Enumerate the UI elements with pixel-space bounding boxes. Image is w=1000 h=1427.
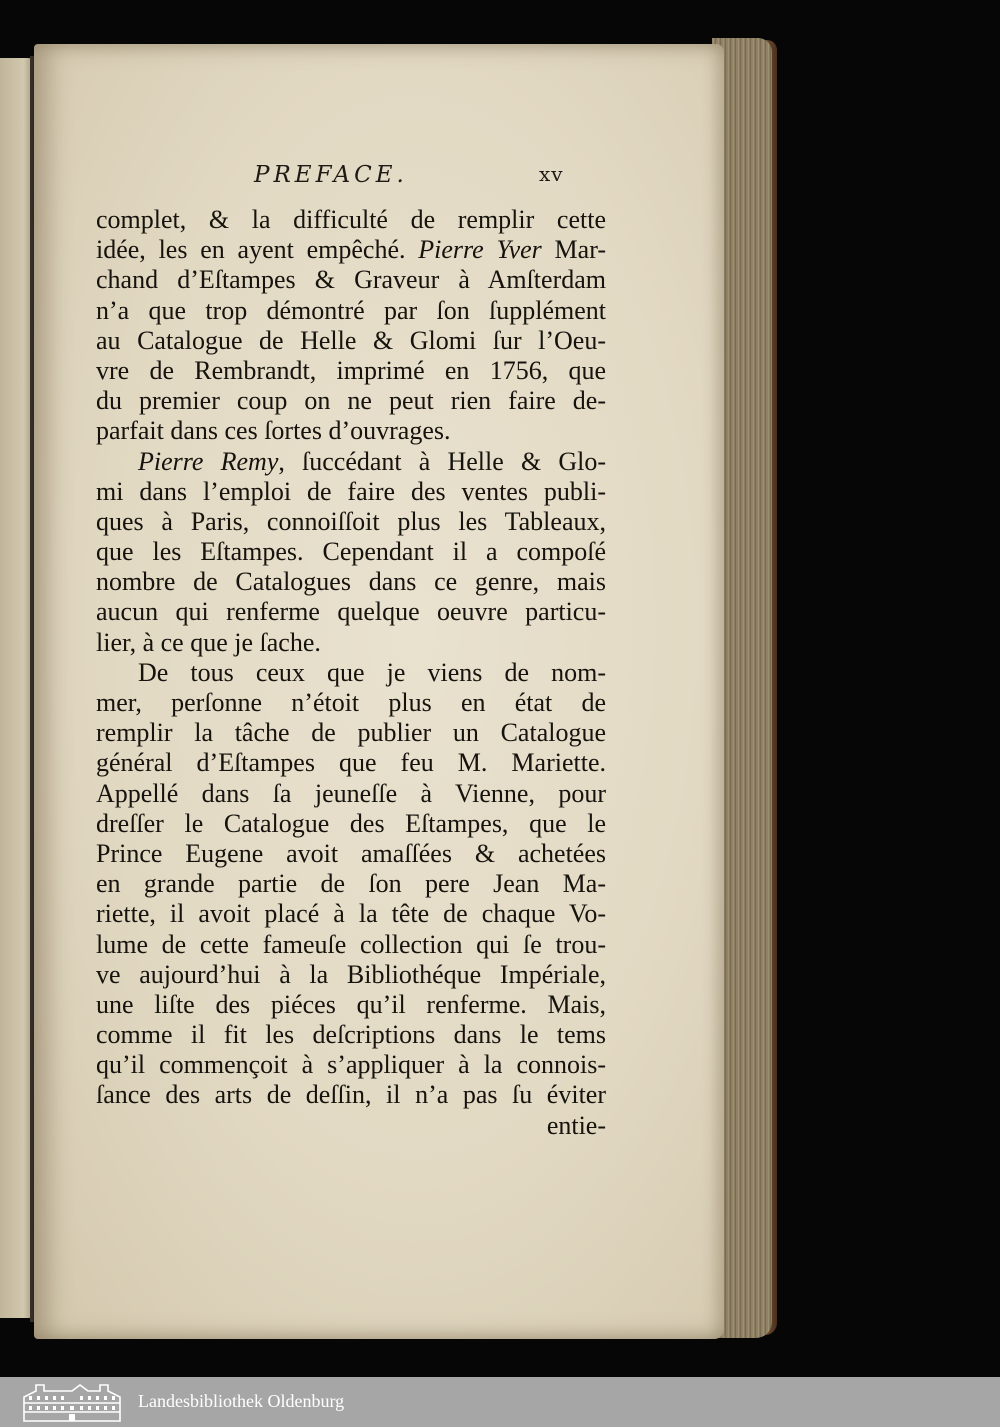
- text-line: aucun qui renferme quelque oeuvre particu-: [96, 597, 606, 627]
- text-line: dreſſer le Catalogue des Eſtampes, que le: [96, 808, 606, 838]
- italic-name: Pierre Yver: [418, 235, 542, 265]
- body-text: [96, 205, 606, 1141]
- text-line: mer, perſonne n’étoit plus en état de: [96, 688, 606, 717]
- text-line: De tous ceux que je viens de nom-: [138, 657, 606, 687]
- text-line: du premier coup on ne peut rien faire de-: [96, 386, 606, 416]
- text-line: nombre de Catalogues dans ce genre, mais: [96, 567, 606, 597]
- text-line: idée, les en ayent empêché. Pierre Yver Mar-: [96, 235, 606, 265]
- page-number: xv: [539, 162, 564, 186]
- text-line: riette, il avoit placé à la tête de chaque Vo-: [96, 899, 606, 929]
- text-line: au Catalogue de Helle & Glomi ſur l’Oeu-: [96, 325, 606, 355]
- running-head-title: PREFACE.: [254, 162, 408, 188]
- text-line: Pierre Remy, ſuccédant à Helle & Glo-: [138, 446, 606, 476]
- text-line: lier, à ce que je ſache.: [96, 627, 321, 657]
- text-line: qu’il commençoit à s’appliquer à la connois-: [96, 1050, 606, 1080]
- footer-bar: [0, 1377, 1000, 1427]
- text-line: Appellé dans ſa jeuneſſe à Vienne, pour: [96, 778, 606, 808]
- text-line: n’a que trop démontré par ſon ſupplément: [96, 295, 606, 325]
- text-line: chand d’Eſtampes & Graveur à Amſterdam: [96, 265, 606, 295]
- running-head: [34, 162, 724, 192]
- text-line: complet, & la difficulté de remplir cette: [96, 205, 606, 234]
- text-line: vre de Rembrandt, imprimé en 1756, que: [96, 355, 606, 385]
- italic-name: Pierre Remy: [138, 446, 279, 476]
- text-line: parfait dans ces ſortes d’ouvrages.: [96, 416, 451, 446]
- text-line: comme il fit les deſcriptions dans le tems: [96, 1020, 606, 1050]
- text-line: mi dans l’emploi de faire des ventes publi-: [96, 476, 606, 506]
- text-line: remplir la tâche de publier un Catalogue: [96, 718, 606, 748]
- text-line: lume de cette fameuſe collection qui ſe trou-: [96, 929, 606, 959]
- text-line: ſance des arts de deſſin, il n’a pas ſu éviter: [96, 1080, 606, 1110]
- text-line: en grande partie de ſon pere Jean Ma-: [96, 869, 606, 899]
- text-line: général d’Eſtampes que feu M. Mariette.: [96, 748, 606, 778]
- text-line: ve aujourd’hui à la Bibliothéque Impériale,: [96, 959, 606, 989]
- text-line: que les Eſtampes. Cependant il a compoſé: [96, 537, 606, 567]
- catchword: entie-: [546, 1110, 606, 1140]
- text-line: ques à Paris, connoiſſoit plus les Tableaux,: [96, 506, 606, 536]
- text-line: Prince Eugene avoit amaſſées & achetées: [96, 838, 606, 868]
- library-name: Landesbibliothek Oldenburg: [138, 1391, 345, 1411]
- library-building-icon: [20, 1381, 124, 1423]
- text-line: une liſte des piéces qu’il renferme. Mais,: [96, 989, 606, 1019]
